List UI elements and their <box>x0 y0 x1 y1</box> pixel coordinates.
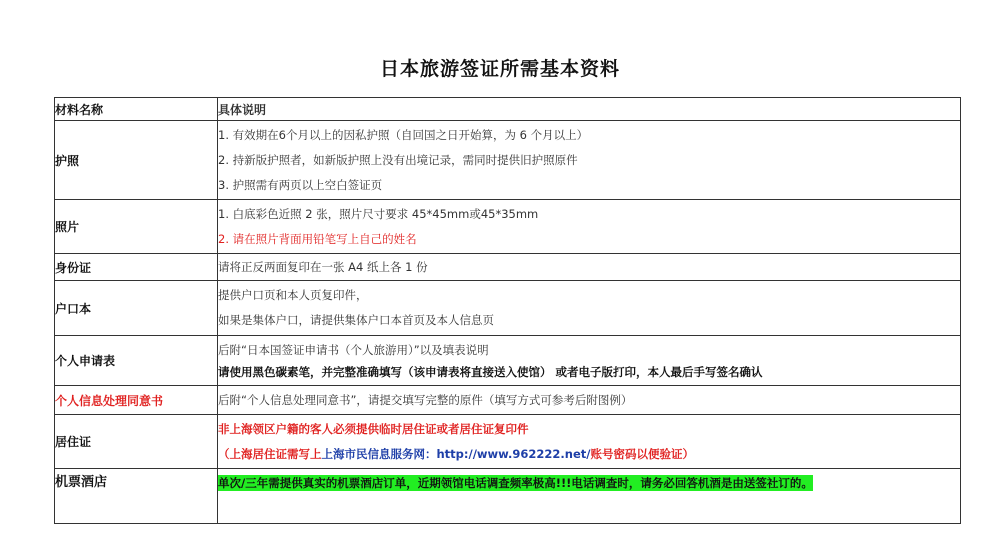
row-name-id-card: 身份证 <box>55 254 218 281</box>
row-desc-photo <box>218 200 961 254</box>
row-name-residence-permit: 居住证 <box>55 415 218 469</box>
table-row <box>55 121 961 200</box>
row-desc-id-card <box>218 254 961 281</box>
table-row <box>55 469 961 524</box>
row-desc-passport <box>218 121 961 200</box>
desc-line: 1. 白底彩色近照 2 张，照片尺寸要求 45*45mm或45*35mm <box>218 206 539 221</box>
desc-line: 后附“日本国签证申请书（个人旅游用）”以及填表说明 <box>218 342 489 357</box>
desc-line: 1. 有效期在6个月以上的因私护照（自回国之日开始算，为 6 个月以上） <box>218 127 589 142</box>
table-row <box>55 415 961 469</box>
residence-note-suffix: 账号密码以便验证） <box>590 446 694 461</box>
desc-line: 2. 持新版护照者，如新版护照上没有出境记录，需同时提供旧护照原件 <box>218 152 578 167</box>
row-name-passport: 护照 <box>55 121 218 200</box>
desc-line-red: 非上海领区户籍的客人必须提供临时居住证或者居住证复印件 <box>218 421 529 436</box>
desc-line: 后附“个人信息处理同意书”，请提交填写完整的原件（填写方式可参考后附图例） <box>218 392 633 407</box>
table-row <box>55 200 961 254</box>
desc-line-highlighted: 单次/三年需提供真实的机票酒店订单，近期领馆电话调查频率极高!!!电话调查时，请务必回答机酒是由送签社订的。 <box>218 476 813 490</box>
residence-note-prefix: （上海居住证需写上 <box>218 446 322 461</box>
row-name-household-register: 户口本 <box>55 281 218 336</box>
row-name-application-form: 个人申请表 <box>55 336 218 386</box>
row-desc-application-form <box>218 336 961 386</box>
table-row <box>55 254 961 281</box>
header-description: 具体说明 <box>218 98 961 121</box>
desc-line-bold: 请使用黑色碳素笔，并完整准确填写（该申请表将直接送入使馆） 或者电子版打印，本人最后手写签名确认 <box>218 364 763 379</box>
desc-line: 请将正反两面复印在一张 A4 纸上各 1 份 <box>218 259 428 274</box>
table-row <box>55 281 961 336</box>
desc-line: 3. 护照需有两页以上空白签证页 <box>218 177 383 192</box>
table-row <box>55 386 961 415</box>
page-title: 日本旅游签证所需基本资料 <box>379 58 620 80</box>
row-name-privacy-consent: 个人信息处理同意书 <box>55 386 218 415</box>
desc-line-highlight: 2. 请在照片背面用铅笔写上自己的姓名 <box>218 231 417 246</box>
row-desc-privacy-consent <box>218 386 961 415</box>
desc-line: 提供户口页和本人页复印件， <box>218 288 368 302</box>
row-desc-flight-hotel <box>218 469 961 524</box>
row-name-flight-hotel: 机票酒店 <box>55 469 218 524</box>
table-header-row <box>55 98 961 121</box>
table-row <box>55 336 961 386</box>
row-name-photo: 照片 <box>55 200 218 254</box>
header-material-name: 材料名称 <box>55 98 218 121</box>
desc-line: 如果是集体户口，请提供集体户口本首页及本人信息页 <box>218 313 494 327</box>
requirements-table <box>54 97 961 524</box>
row-desc-household-register <box>218 281 961 336</box>
desc-line-mixed <box>218 442 960 467</box>
info-service-link[interactable]: 上海市民信息服务网：http://www.962222.net/ <box>321 446 591 461</box>
row-desc-residence-permit <box>218 415 961 469</box>
